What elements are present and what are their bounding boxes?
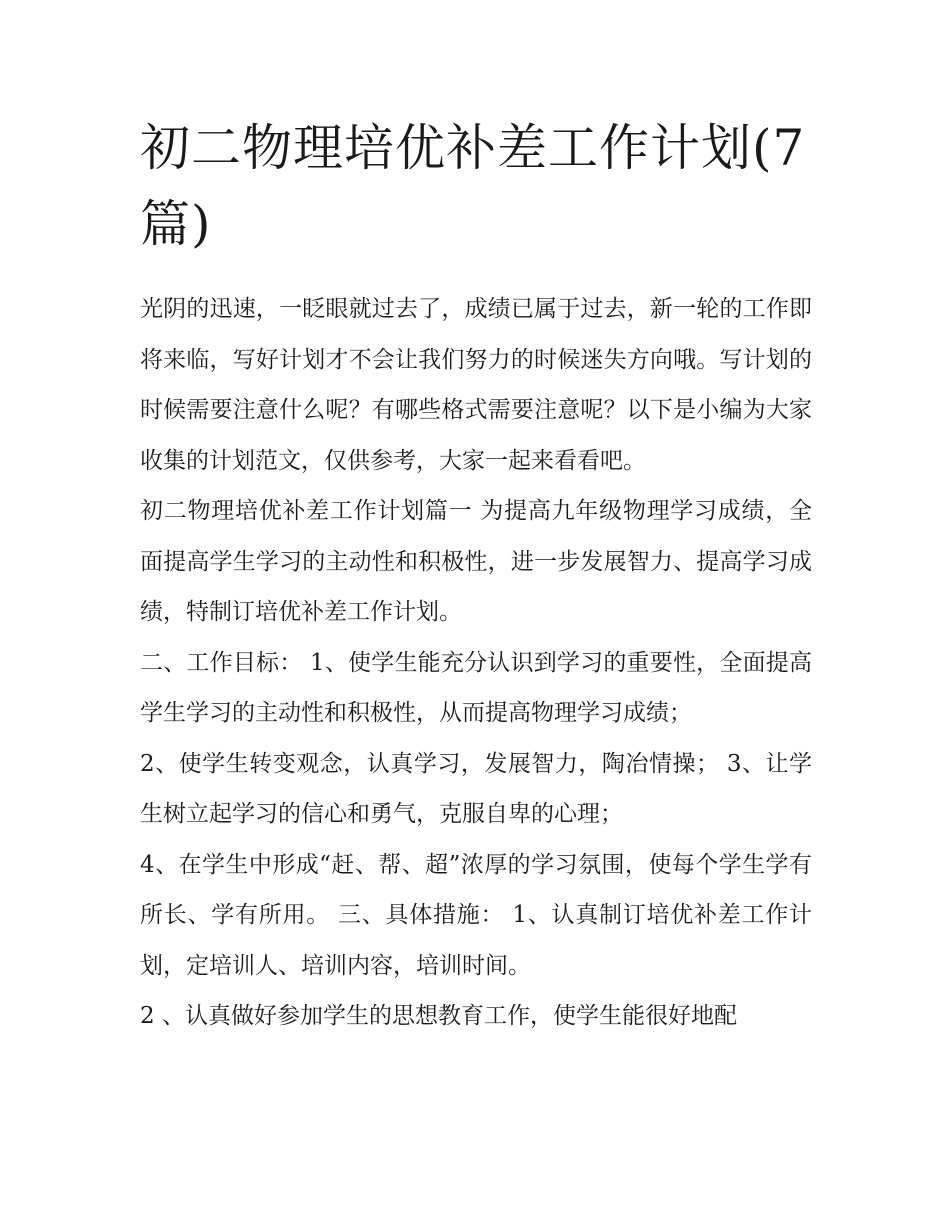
paragraph-plan-one: 初二物理培优补差工作计划篇一 为提高九年级物理学习成绩，全面提高学生学习的主动性和积极性，进一步发展智力、提高学习成绩，特制订培优补差工作计划。 xyxy=(140,498,812,625)
paragraph-goal-2-3: 2、使学生转变观念，认真学习，发展智力，陶冶情操； 3、让学生树立起学习的信心和勇气，克服自卑的心理； xyxy=(140,750,812,827)
document-title: 初二物理培优补差工作计划(7篇) xyxy=(140,119,806,253)
paragraph-work-goals: 二、工作目标： 1、使学生能充分认识到学习的重要性，全面提高学生学习的主动性和积极性，从而提高物理学习成绩； xyxy=(140,649,812,726)
paragraph-intro: 光阴的迅速，一眨眼就过去了，成绩已属于过去，新一轮的工作即将来临，写好计划才不会让我们努力的时候迷失方向哦。写计划的时候需要注意什么呢？有哪些格式需要注意呢？以下是小编为大家收集的计划范文，仅供参考，大家一起来看看吧。 xyxy=(140,296,812,474)
paragraph-measure-2: 2 、认真做好参加学生的思想教育工作，使学生能很好地配 xyxy=(140,1003,737,1029)
document-page xyxy=(140,110,812,1042)
paragraph-goal-4-measures: 4、在学生中形成“赶、帮、超”浓厚的学习氛围，使每个学生学有所长、学有所用。 三、具体措施： 1、认真制订培优补差工作计划，定培训人、培训内容，培训时间。 xyxy=(140,851,812,979)
